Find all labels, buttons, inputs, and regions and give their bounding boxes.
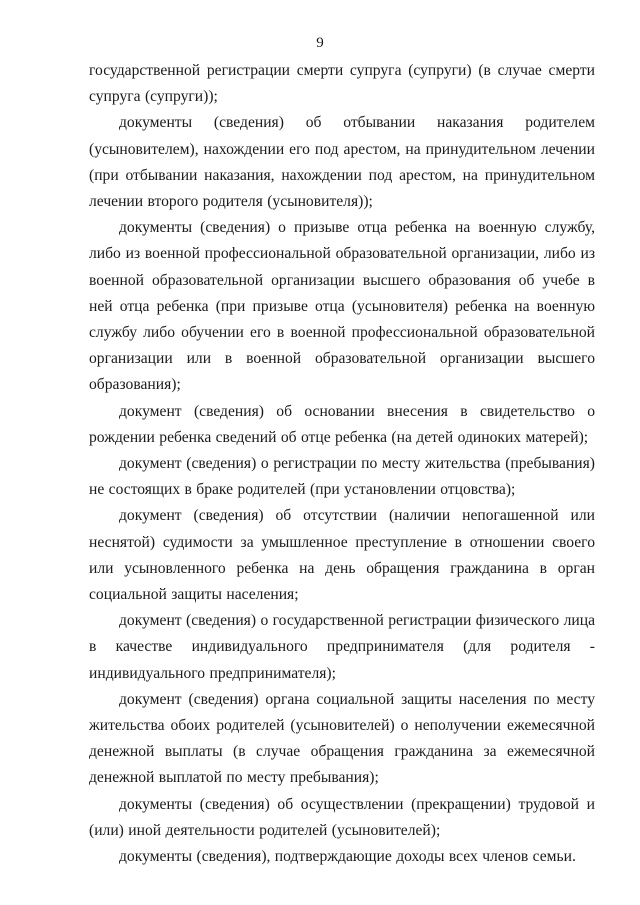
- paragraph-death-registration: государственной регистрации смерти супруга (супруги) (в случае смерти супруга (супруги));: [89, 62, 595, 106]
- paragraph-family-income: документы (сведения), подтверждающие доходы всех членов семьи.: [119, 848, 576, 866]
- paragraph-entrepreneur-registration: документ (сведения) о государственной регистрации физического лица в качестве индивидуального предпринимателя (для родителя - индивидуального предпринимателя);: [89, 612, 595, 682]
- paragraph-residence-registration: документ (сведения) о регистрации по месту жительства (пребывания) не состоящих в браке родителей (при установлении отцовства);: [89, 455, 595, 499]
- paragraph-military-service: документы (сведения) о призыве отца ребенка на военную службу, либо из военной профессиональной образовательной организации, либо из военной образовательной организации высшего образования об учебе в ней отца ребенка (при призыве отца (усыновителя) ребенка на военную службу либо обучении его в военной профессиональной образовательной организации или в военной образовательной организации высшего образования);: [89, 219, 595, 394]
- paragraph-employment-activity: документы (сведения) об осуществлении (прекращении) трудовой и (или) иной деятельности родителей (усыновителей);: [89, 795, 595, 839]
- paragraph-social-protection: документ (сведения) органа социальной защиты населения по месту жительства обоих родителей (усыновителей) о неполучении ежемесячной денежной выплаты (в случае обращения гражданина за ежемесячной денежной выплатой по месту пребывания);: [89, 690, 595, 787]
- paragraph-criminal-record: документ (сведения) об отсутствии (наличии непогашенной или неснятой) судимости за умышленное преступление в отношении своего или усыновленного ребенка на день обращения гражданина в орган социальной защиты населения;: [89, 507, 595, 604]
- page-number: 9: [316, 35, 324, 51]
- paragraph-sentence-arrest-treatment: документы (сведения) об отбывании наказания родителем (усыновителем), нахождении его под арестом, на принудительном лечении (при отбывании наказания, нахождении под арестом, на принудительном лечении второго родителя (усыновителя));: [89, 114, 595, 211]
- paragraph-birth-certificate-basis: документ (сведения) об основании внесения в свидетельство о рождении ребенка сведений об отце ребенка (на детей одиноких матерей);: [89, 402, 595, 446]
- document-body: [89, 58, 595, 870]
